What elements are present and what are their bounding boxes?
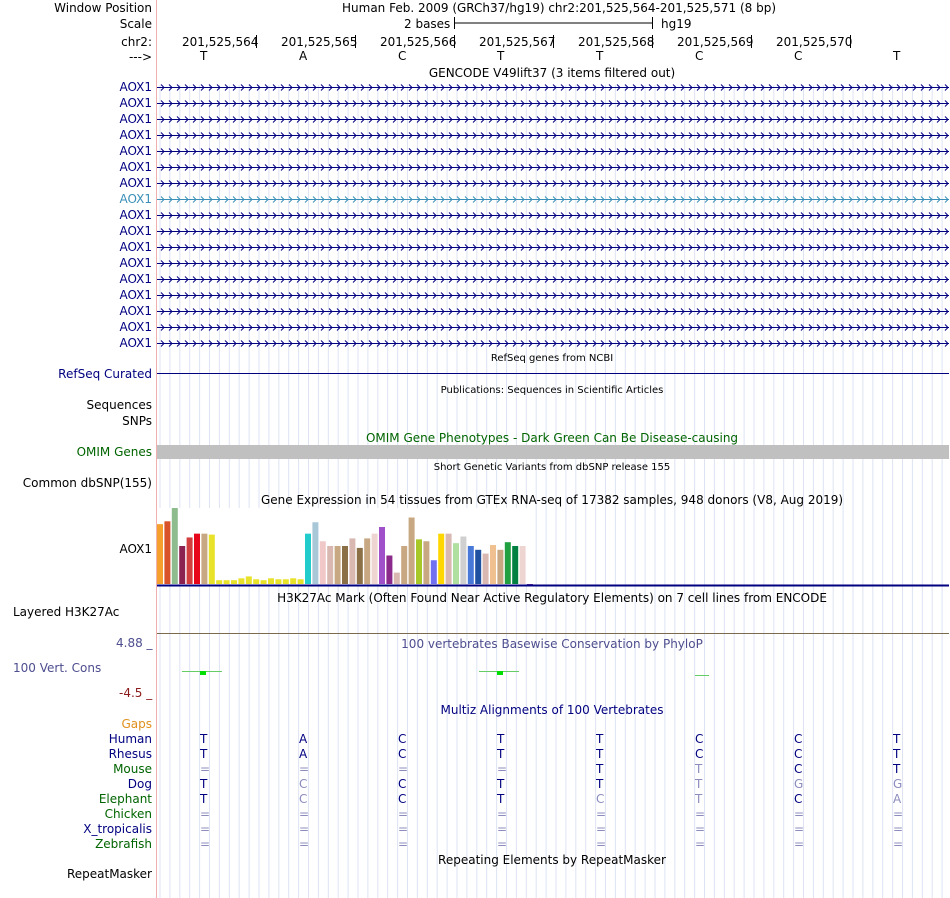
species-label[interactable]: Dog <box>127 777 152 791</box>
alignment-base: = <box>695 837 706 851</box>
gtex-bar <box>179 546 185 584</box>
dbsnp-label[interactable]: Common dbSNP(155) <box>22 476 152 490</box>
gencode-item-label[interactable]: AOX1 <box>119 208 152 222</box>
gtex-bar <box>342 546 348 584</box>
alignment-base: T <box>596 762 604 776</box>
species-label[interactable]: Human <box>108 732 152 746</box>
alignment-base: T <box>695 762 703 776</box>
alignment-base: = <box>299 762 310 776</box>
alignment-base: = <box>200 837 211 851</box>
alignment-base: T <box>200 792 208 806</box>
h3k27ac-title[interactable]: H3K27Ac Mark (Often Found Near Active Regulatory Elements) on 7 cell lines from ENCODE <box>277 591 827 605</box>
alignment-base: T <box>497 732 505 746</box>
window-position-label: Window Position <box>54 1 152 15</box>
alignment-base: C <box>596 792 605 806</box>
gtex-bar <box>335 546 341 584</box>
dbsnp-title[interactable]: Short Genetic Variants from dbSNP release 155 <box>433 462 671 473</box>
omim-title[interactable]: OMIM Gene Phenotypes - Dark Green Can Be Disease-causing <box>365 431 739 445</box>
refseq-label[interactable]: RefSeq Curated <box>58 367 152 381</box>
gencode-item-label[interactable]: AOX1 <box>119 224 152 238</box>
gtex-bar <box>372 534 378 584</box>
gtex-bar <box>423 541 429 584</box>
alignment-base: C <box>398 777 407 791</box>
ruler-base: C <box>398 49 407 63</box>
gtex-bar <box>290 578 296 584</box>
gtex-bar <box>157 524 163 584</box>
alignment-base: = <box>200 762 211 776</box>
publications-title[interactable]: Publications: Sequences in Scientific Articles <box>440 385 664 396</box>
ruler-position: 201,525,566 <box>380 35 457 49</box>
ruler-position: 201,525,564 <box>182 35 259 49</box>
publications-sequences-label[interactable]: Sequences <box>86 398 152 412</box>
gtex-bar <box>357 548 363 584</box>
scale-text: 2 bases <box>404 17 451 31</box>
gtex-bar <box>275 579 281 584</box>
alignment-base: T <box>200 747 208 761</box>
gencode-item-label[interactable]: AOX1 <box>119 320 152 334</box>
omim-gene-bar <box>157 445 949 459</box>
repeatmasker-label[interactable]: RepeatMasker <box>66 867 152 881</box>
alignment-base: T <box>497 777 505 791</box>
alignment-base: = <box>497 837 508 851</box>
gtex-bar <box>401 546 407 584</box>
ruler-position: 201,525,570 <box>776 35 853 49</box>
window-position-text: Human Feb. 2009 (GRCh37/hg19) chr2:201,525,564-201,525,571 (8 bp) <box>342 1 777 15</box>
gtex-bar <box>364 538 370 584</box>
h3k27ac-label[interactable]: Layered H3K27Ac <box>13 605 120 619</box>
refseq-title[interactable]: RefSeq genes from NCBI <box>490 353 614 364</box>
gtex-bar <box>164 521 170 584</box>
phylop-score <box>200 671 206 675</box>
gtex-bar <box>497 550 503 584</box>
gtex-bar <box>386 556 392 585</box>
alignment-base: C <box>398 747 407 761</box>
alignment-base: = <box>497 822 508 836</box>
gtex-bar <box>327 546 333 584</box>
gencode-item-label[interactable]: AOX1 <box>119 96 152 110</box>
gencode-item-label[interactable]: AOX1 <box>119 192 152 206</box>
gtex-bar <box>446 534 452 584</box>
alignment-base: T <box>200 777 208 791</box>
alignment-base: T <box>596 777 604 791</box>
alignment-base: = <box>893 807 904 821</box>
gtex-bar <box>490 545 496 584</box>
gencode-item-label[interactable]: AOX1 <box>119 128 152 142</box>
ruler-base: C <box>794 49 803 63</box>
alignment-base: T <box>596 747 604 761</box>
gencode-title[interactable]: GENCODE V49lift37 (3 items filtered out) <box>428 66 676 80</box>
gtex-bar <box>312 522 318 584</box>
gencode-item-label[interactable]: AOX1 <box>119 272 152 286</box>
alignment-base: C <box>695 732 704 746</box>
alignment-base: = <box>398 762 409 776</box>
alignment-base: C <box>695 747 704 761</box>
repeatmasker-title[interactable]: Repeating Elements by RepeatMasker <box>438 853 666 867</box>
gtex-bar <box>416 539 422 584</box>
species-label[interactable]: Mouse <box>113 762 152 776</box>
gtex-bar <box>394 573 400 584</box>
phylop-label[interactable]: 100 Vert. Cons <box>13 661 102 675</box>
species-label[interactable]: Rhesus <box>108 747 152 761</box>
gtex-bar <box>431 560 437 584</box>
alignment-base: C <box>794 792 803 806</box>
gtex-bar <box>268 578 274 584</box>
alignment-base: G <box>794 777 804 791</box>
gencode-item-label[interactable]: AOX1 <box>119 304 152 318</box>
alignment-base: T <box>893 732 901 746</box>
alignment-base: = <box>299 822 310 836</box>
gtex-bar <box>475 550 481 584</box>
ruler-position: 201,525,568 <box>578 35 655 49</box>
alignment-base: = <box>596 822 607 836</box>
multiz-title[interactable]: Multiz Alignments of 100 Vertebrates <box>440 703 664 717</box>
gencode-item-label[interactable]: AOX1 <box>119 112 152 126</box>
gencode-item-label[interactable]: AOX1 <box>119 80 152 94</box>
alignment-base: = <box>794 807 805 821</box>
gtex-bar <box>201 534 207 584</box>
phylop-score <box>497 671 503 675</box>
gaps-label: Gaps <box>121 717 152 731</box>
scale-label: Scale <box>119 17 152 31</box>
ruler-base: T <box>893 49 901 63</box>
alignment-base: C <box>794 732 803 746</box>
gtex-bar <box>483 554 489 584</box>
ruler-position: 201,525,567 <box>479 35 556 49</box>
alignment-base: C <box>398 732 407 746</box>
gtex-bar <box>298 579 304 584</box>
gencode-item-label[interactable]: AOX1 <box>119 176 152 190</box>
gencode-item-label[interactable]: AOX1 <box>119 288 152 302</box>
alignment-base: = <box>497 762 508 776</box>
species-label[interactable]: Elephant <box>98 792 152 806</box>
alignment-base: C <box>794 762 803 776</box>
gtex-bar <box>460 537 466 585</box>
alignment-base: = <box>596 807 607 821</box>
chrom-label: chr2: <box>121 35 152 49</box>
alignment-base: C <box>794 747 803 761</box>
species-label[interactable]: X_tropicalis <box>83 822 152 836</box>
alignment-base: = <box>893 837 904 851</box>
gtex-bar <box>246 576 252 584</box>
gtex-label[interactable]: AOX1 <box>119 542 152 556</box>
gtex-bar <box>520 546 526 584</box>
ruler-position: 201,525,569 <box>677 35 754 49</box>
alignment-base: = <box>497 807 508 821</box>
scale-assembly: hg19 <box>661 17 692 31</box>
alignment-base: T <box>695 792 703 806</box>
gtex-bar <box>261 580 267 584</box>
alignment-base: = <box>596 837 607 851</box>
gtex-bar <box>253 579 259 584</box>
alignment-base: T <box>893 762 901 776</box>
alignment-base: = <box>398 807 409 821</box>
gencode-item-label[interactable]: AOX1 <box>119 160 152 174</box>
alignment-base: = <box>794 837 805 851</box>
strand-label: ---> <box>128 50 152 64</box>
alignment-base: T <box>695 777 703 791</box>
alignment-base: T <box>200 732 208 746</box>
ruler-base: T <box>596 49 604 63</box>
alignment-base: C <box>398 792 407 806</box>
alignment-base: G <box>893 777 903 791</box>
gtex-bar <box>379 527 385 584</box>
ruler-base: C <box>695 49 704 63</box>
alignment-base: = <box>398 837 409 851</box>
gtex-bar <box>505 542 511 584</box>
gtex-bar <box>453 543 459 584</box>
alignment-base: T <box>497 792 505 806</box>
phylop-ymin: -4.5 _ <box>119 686 153 700</box>
gtex-bar <box>320 541 326 584</box>
ruler-base: A <box>299 49 308 63</box>
gtex-bar <box>187 537 193 584</box>
gtex-bar <box>231 580 237 584</box>
alignment-base: = <box>695 822 706 836</box>
gencode-item-label[interactable]: AOX1 <box>119 256 152 270</box>
species-label[interactable]: Chicken <box>104 807 152 821</box>
gtex-bar <box>512 546 518 584</box>
species-label[interactable]: Zebrafish <box>95 837 152 851</box>
alignment-base: T <box>497 747 505 761</box>
gtex-bar <box>283 579 289 584</box>
alignment-base: A <box>299 732 308 746</box>
publications-snps-label[interactable]: SNPs <box>122 414 152 428</box>
gencode-item-label[interactable]: AOX1 <box>119 336 152 350</box>
gtex-bar <box>224 580 230 584</box>
alignment-base: T <box>893 747 901 761</box>
phylop-ymax: 4.88 _ <box>116 636 153 650</box>
alignment-base: = <box>794 822 805 836</box>
alignment-base: A <box>893 792 902 806</box>
gtex-bar <box>305 534 311 584</box>
phylop-title[interactable]: 100 vertebrates Basewise Conservation by PhyloP <box>401 637 703 651</box>
alignment-base: = <box>695 807 706 821</box>
alignment-base: = <box>299 807 310 821</box>
gencode-item-label[interactable]: AOX1 <box>119 144 152 158</box>
gtex-bar <box>438 534 444 584</box>
gtex-bar <box>468 546 474 584</box>
gtex-bar <box>216 580 222 584</box>
alignment-base: = <box>200 822 211 836</box>
ruler-base: T <box>200 49 208 63</box>
gtex-title[interactable]: Gene Expression in 54 tissues from GTEx RNA-seq of 17382 samples, 948 donors (V8, Aug 2019) <box>260 493 844 507</box>
alignment-base: T <box>596 732 604 746</box>
gtex-bar <box>349 538 355 584</box>
alignment-base: C <box>299 777 308 791</box>
omim-label[interactable]: OMIM Genes <box>76 445 152 459</box>
gencode-item-label[interactable]: AOX1 <box>119 240 152 254</box>
alignment-base: A <box>299 747 308 761</box>
alignment-base: = <box>299 837 310 851</box>
alignment-base: C <box>299 792 308 806</box>
ruler-position: 201,525,565 <box>281 35 358 49</box>
gtex-bar <box>209 535 215 584</box>
alignment-base: = <box>893 822 904 836</box>
gtex-bar <box>194 534 200 584</box>
ruler-base: T <box>497 49 505 63</box>
alignment-base: = <box>200 807 211 821</box>
gtex-bar <box>409 518 415 585</box>
alignment-base: = <box>398 822 409 836</box>
gtex-bar <box>172 508 178 584</box>
gtex-bar <box>238 578 244 584</box>
